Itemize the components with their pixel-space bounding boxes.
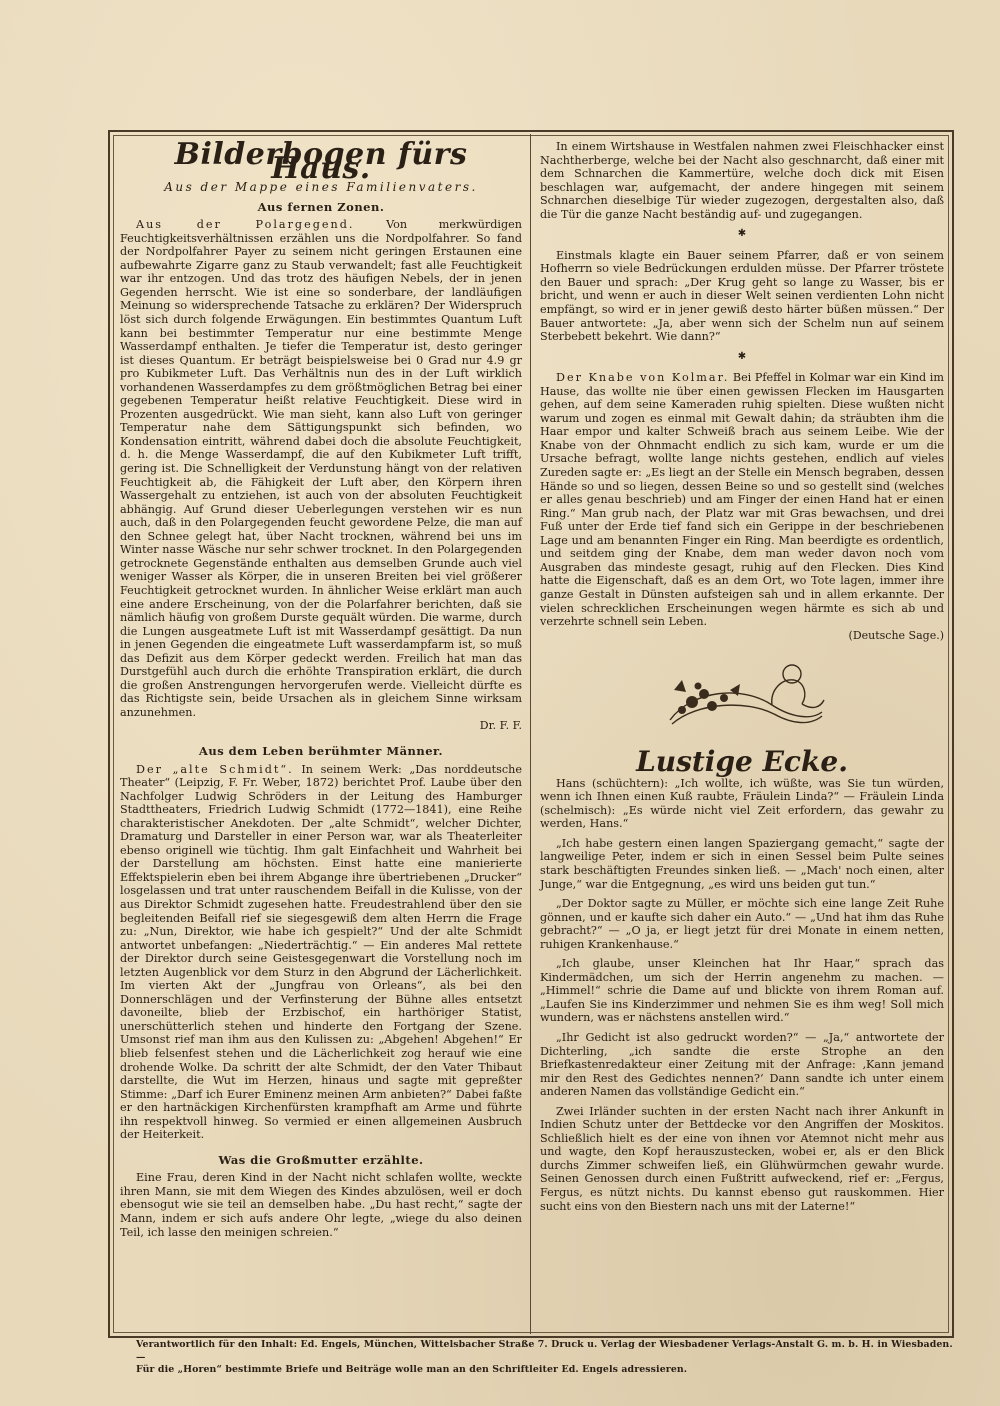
joke-irlaender: Zwei Irländer suchten in der ersten Nacht nach ihrer Ankunft in Indien Schutz unter der Bettdecke vor den Angriffen der Moskitos. Schließlich hielt es der eine von ihnen vor Atemnot nicht mehr aus und wagte, den Kopf herauszustecken, wobei er, als er den Blick durchs Zimmer schweifen ließ, ein Glühwürmchen gewahr wurde. Seinen Genossen durch einen Fußtritt aufweckend, rief er: „Fergus, Fergus, es nützt nichts. Du kannst ebenso gut rauskommen. Hier sucht eins von den Biestern nach uns mit der Laterne!“ (540, 1104, 944, 1213)
section-heading-zones: Aus fernen Zonen. (257, 199, 385, 214)
joke-mueller: „Der Doktor sagte zu Müller, er möchte sich eine lange Zeit Ruhe gönnen, und er kaufte sich daher ein Auto.“ — „Und hat ihm das Ruhe gebracht?“ — „O ja, er liegt jetzt für drei Monate in einem netten, ruhigen Krankenhause.“ (540, 897, 944, 951)
article-polar-lead: Aus der Polargegend. (136, 218, 355, 232)
article-schmidt (120, 763, 522, 1142)
left-column (120, 137, 522, 1239)
joke-hans-linda: Hans (schüchtern): „Ich wollte, ich wüßte, was Sie tun würden, wenn ich Ihnen einen Kuß raubte, Fräulein Linda?“ — Fräulein Linda (schelmisch): „Es würde nicht viel Zeit erfordern, das gewahr zu werden, Hans.“ (540, 776, 944, 831)
article-bauer-pfarrer: Einstmals klagte ein Bauer seinem Pfarrer, daß er von seinem Hofherrn so viele Bedrückungen erdulden müsse. Der Pfarrer tröstete den Bauer und sprach: „Der Krug geht so lange zu Wasser, bis er bricht, und wenn er auch in dieser Welt seinen verdienten Lohn nicht empfängt, so wird er in jener gewiß desto härter büßen müssen.“ Der Bauer antwortete: „Ja, aber wenn sich der Schelm nun auf seinem Sterbebett bekehrt. Wie dann?“ (540, 248, 944, 344)
joke-peter: „Ich habe gestern einen langen Spaziergang gemacht,“ sagte der langweilige Peter, indem er sich in einen Sessel beim Pulte seines stark beschäftigten Freundes sinken ließ. — „Mach' noch einen, alter Junge,“ war die Entgegnung, „es wird uns beiden gut tun.“ (540, 836, 944, 891)
article-schmidt-lead: Der „alte Schmidt“. (136, 762, 294, 776)
page-title: Bilderbogen fürs Haus. (174, 137, 468, 186)
article-schmidt-text: In seinem Werk: „Das norddeutsche Theater“ (Leipzig, F. Fr. Weber, 1872) berichtet Prof. Laube über den Nachfolger Ludwig Schröders in der Leitung des Hamburger Stadttheaters, Friedrich Ludwig Schmidt (1772—1841), eine Reihe charakteristischer Anekdoten. Der „alte Schmidt“, welcher Dichter, Dramaturg und Darsteller in einer Person war, war als Theaterleiter ebenso originell wie tüchtig. Ihm galt Einfachheit und Wahrheit bei der Darstellung am höchsten. Einst hatte eine manierierte Effektspielerin eben bei ihrem Abgange ihre übertriebenen „Drucker“ losgelassen und trat unter rauschendem Beifall in die Kulisse, von der aus Direktor Schmidt zugesehen hatte. Freudestrahlend über den sie begleitenden Beifall rief sie siegesgewiß dem alten Herrn die Frage zu: „Nun, Direktor, wie habe ich gespielt?“ Und der alte Schmidt antwortet unbefangen: „Niederträchtig.“ — Ein anderes Mal rettete der Direktor durch seine Geistesgegenwart die Vorstellung noch im letzten Augenblick vor dem Sturz in den Abgrund der Lächerlichkeit. Im vierten Akt der „Jungfrau von Orleans“, als bei den Donnerschlägen und der Verfinsterung der Bühne alles entsetzt davoneilte, blieb der Erzbischof, ein harthöriger Statist, unerschütterlich stehen und hinderte den Fortgang der Szene. Umsonst rief man ihm aus den Kulissen zu: „Abgehen! Abgehen!“ Er blieb felsenfest stehen und die Lächerlichkeit zog herauf wie eine drohende Wolke. Da schritt der alte Schmidt, der den Vater Thibaut darstellte, die Wut im Herzen, hinaus und sagte mit gepreßter Stimme: „Darf ich Eurer Eminenz meinen Arm anbieten?“ Dabei faßte er den hartnäckigen Kirchenfürsten krampfhaft am Arme und führte ihn respektvoll hinweg. So vermied er einen allgemeinen Ausbruch der Heiterkeit. (120, 762, 522, 1142)
section-heading-grandmother: Was die Großmutter erzählte. (218, 1152, 424, 1167)
page-subtitle: Aus der Mappe eines Familienvaters. (164, 180, 478, 195)
right-column (540, 140, 944, 1213)
footer-line-2: Für die „Horen“ bestimmte Briefe und Beiträge wolle man an den Schriftleiter Ed. Engels adressieren. (136, 1364, 688, 1375)
lustige-ecke-title: Lustige Ecke. (636, 745, 848, 779)
separator-star-icon: ✱ (737, 350, 747, 362)
page-footer (136, 1339, 956, 1377)
joke-dichterling: „Ihr Gedicht ist also gedruckt worden?“ — „Ja,“ antwortete der Dichterling, „ich sandte die erste Strophe an den Briefkastenredakteur einer Zeitung mit der Anfrage: ‚Kann jemand mir den Rest des Gedichtes nennen?‘ Dann sandte ich unter einem anderen Namen das vollständige Gedicht ein.“ (540, 1030, 944, 1099)
section-heading-famous-men: Aus dem Leben berühmter Männer. (198, 743, 444, 758)
article-kolmar-text: Bei Pfeffel in Kolmar war ein Kind im Hause, das wollte nie über einen gewissen Flecken im Hausgarten gehen, auf dem seine Kameraden ruhig spielten. Diese wußten nicht warum und zogen es einmal mit Gewalt dahin; da sträubten ihm die Haar empor und kalter Schweiß brach aus seinem Leibe. Wie der Knabe von der Ohnmacht endlich zu sich kam, wurde er um die Ursache befragt, wollte lange nichts gestehen, endlich auf vieles Zureden sagte er: „Es liegt an der Stelle ein Mensch begraben, dessen Hände so und so liegen, dessen Beine so und so gestellt sind (welches er alles genau beschrieb) und am Finger der einen Hand hat er einen Ring.“ Man grub nach, der Platz war mit Gras bewachsen, und drei Fuß unter der Erde tief fand sich ein Gerippe in der beschriebenen Lage und am benannten Finger ein Ring. Man beerdigte es ordentlich, und seitdem ging der Knabe, dem man weder davon noch vom Ausgraben das mindeste gesagt, ruhig auf den Flecken. Dies Kind hatte die Eigenschaft, daß es an dem Ort, wo Tote lagen, immer ihre ganze Gestalt in Dünsten aufsteigen sah und in allem erkannte. Der vielen schrecklichen Erscheinungen wegen härmte es sich ab und verzehrte schnell sein Leben. (540, 371, 944, 629)
article-grandmother: Eine Frau, deren Kind in der Nacht nicht schlafen wollte, weckte ihren Mann, sie mit dem Wiegen des Kindes abzulösen, weil er doch ebensogut wie sie teil an demselben habe. „Du hast recht,“ sagte der Mann, indem er sich aufs andere Ohr legte, „wiege du also deinen Teil, ich lasse den meinigen schreien.“ (120, 1171, 522, 1239)
separator-star-icon: ✱ (737, 228, 747, 240)
column-divider (530, 134, 531, 1334)
article-kolmar-source: (Deutsche Sage.) (848, 628, 944, 642)
article-kolmar (540, 371, 944, 628)
joke-kindermaedchen: „Ich glaube, unser Kleinchen hat Ihr Haar,“ sprach das Kindermädchen, um sich der Herrin angenehm zu machen. — „Himmel!“ schrie die Dame auf und blickte von ihrem Roman auf. „Laufen Sie ins Kinderzimmer und nehmen Sie es ihm weg! Soll mich wundern, was er nächstens anstellen wird.“ (540, 957, 944, 1025)
article-polar (120, 218, 522, 719)
article-polar-signature: Dr. F. F. (479, 719, 522, 733)
article-westfalen: In einem Wirtshause in Westfalen nahmen zwei Fleischhacker einst Nachtherberge, welche bei der Nacht also geschnarcht, daß einer mit dem Schnarchen die Kammertüre, welche doch dick mit Eisen beschlagen war, aufgemacht, der andere hingegen mit seinem Schnarchen dieselbige Tür wieder zugezogen, dergestalten also, daß die Tür die ganze Nacht beständig auf- und zugegangen. (540, 140, 944, 221)
footer-line-1: Verantwortlich für den Inhalt: Ed. Engels, München, Wittelsbacher Straße 7. Druck u. Verlag der Wiesbadener Verlags-Anstalt G. m. b. H. in Wiesbaden. — (136, 1339, 953, 1363)
article-polar-text: Von merkwürdigen Feuchtigkeitsverhältnissen erzählen uns die Nordpolfahrer. So fand der Nordpolfahrer Payer zu seinem nicht geringen Erstaunen eine aufbewahrte Zigarre ganz zu Staub verwandelt; fast alle Feuchtigkeit war ihr entzogen. Und das trotz des häufigen Nebels, der in jenen Gegenden herrscht. Wie ist eine so sonderbare, der landläufigen Meinung so widersprechende Tatsache zu erklären? Der Widerspruch löst sich durch folgende Erwägungen. Ein bestimmtes Quantum Luft kann bei bestimmter Temperatur nur eine bestimmte Menge Wasserdampf enthalten. Je tiefer die Temperatur ist, desto geringer ist dieses Quantum. Er beträgt beispielsweise bei 0 Grad nur 4.9 gr pro Kubikmeter Luft. Das Verhältnis nun des in der Luft wirklich vorhandenen Wasserdampfes zu dem größtmöglichen Betrag bei einer gegebenen Temperatur heißt relative Feuchtigkeit. Diese wird in Prozenten ausgedrückt. Wie man sieht, kann also Luft von geringer Temperatur nahe dem Sättigungspunkt sich befinden, wo Kondensation eintritt, während dabei doch die absolute Feuchtigkeit, d. h. die Menge Wasserdampf, die auf den Kubikmeter Luft trifft, gering ist. Die Schnelligkeit der Verdunstung hängt von der relativen Feuchtigkeit ab, die Fähigkeit der Luft aber, den Körpern ihren Wassergehalt zu entziehen, ist auch von der absoluten Feuchtigkeit abhängig. Auf Grund dieser Ueberlegungen verstehen wir es nun auch, daß in den Polargegenden feucht gewordene Pelze, die man auf den Schnee gelegt hat, über Nacht trocknen, während bei uns im Winter nasse Wäsche nur sehr schwer trocknet. In den Polargegenden getrocknete Gegenstände enthalten aus demselben Grunde auch viel weniger Wasser als Körper, die in unseren Breiten bei viel größerer Feuchtigkeit getrocknet wurden. In ähnlicher Weise erklärt man auch eine andere Erscheinung, von der die Polarfahrer berichten, daß sie nämlich häufig von großem Durste gequält würden. Die warme, durch die Lungen ausgeatmete Luft ist mit Wasserdampf gesättigt. Da nun in jenen Gegenden die eingeatmete Luft wasserdampfarm ist, so muß das Defizit aus dem Körper gedeckt werden. Freilich hat man das Durstgefühl auch durch die erhöhte Transpiration erklärt, die durch die großen Anstrengungen hervorgerufen werde. Vielleicht dürfte es das Richtigste sein, beide Ursachen als in gleichem Sinne wirksam anzunehmen. (120, 218, 522, 719)
cherub-cornucopia-icon (652, 650, 832, 745)
article-kolmar-lead: Der Knabe von Kolmar. (556, 371, 730, 385)
